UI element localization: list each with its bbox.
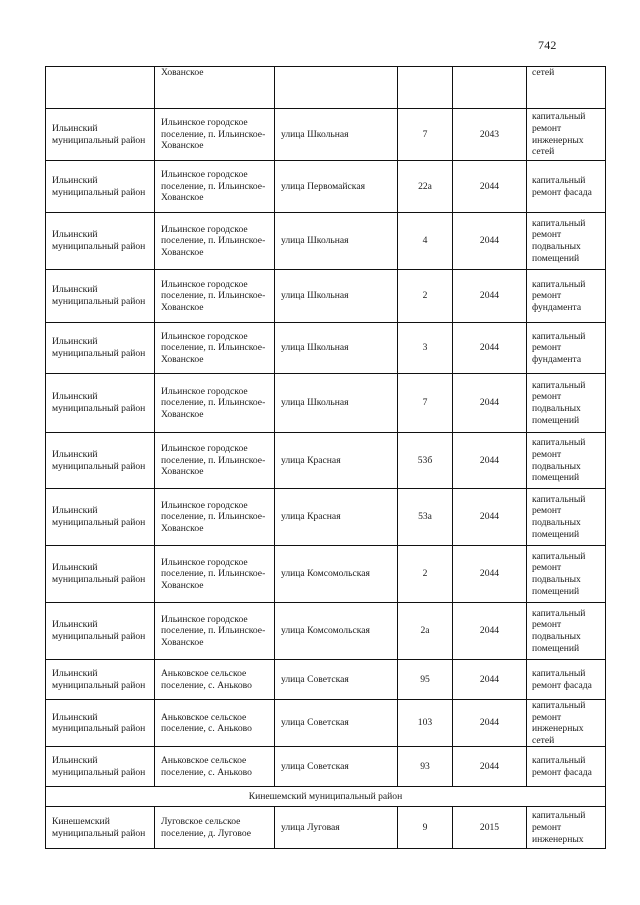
work-cell: капитальный ремонт фасада — [527, 161, 606, 213]
table-row — [46, 807, 606, 849]
settlement-cell: Аньковское сельское поселение, с. Аньково — [155, 700, 275, 747]
table-row — [46, 747, 606, 787]
year-cell: 2044 — [453, 546, 527, 603]
settlement-cell: Ильинское городское поселение, п. Ильинское-Хованское — [155, 323, 275, 374]
street-cell: улица Комсомольская — [275, 546, 398, 603]
house-number-cell: 9 — [398, 807, 453, 849]
table-row — [46, 546, 606, 603]
house-number-cell: 4 — [398, 213, 453, 270]
house-number-cell: 95 — [398, 660, 453, 700]
house-number-cell: 7 — [398, 374, 453, 433]
settlement-cell: Луговское сельское поселение, д. Луговое — [155, 807, 275, 849]
work-cell: капитальный ремонт фундамента — [527, 323, 606, 374]
work-cell: капитальный ремонт подвальных помещений — [527, 374, 606, 433]
district-cell: Ильинский муниципальный район — [46, 700, 155, 747]
work-cell: капитальный ремонт фасада — [527, 747, 606, 787]
settlement-cell: Ильинское городское поселение, п. Ильинское-Хованское — [155, 270, 275, 323]
year-cell: 2044 — [453, 700, 527, 747]
work-cell: сетей — [527, 67, 606, 109]
year-cell: 2044 — [453, 213, 527, 270]
table-row — [46, 213, 606, 270]
street-cell: улица Школьная — [275, 374, 398, 433]
street-cell: улица Красная — [275, 433, 398, 489]
district-cell: Ильинский муниципальный район — [46, 603, 155, 660]
district-cell: Ильинский муниципальный район — [46, 660, 155, 700]
settlement-cell: Ильинское городское поселение, п. Ильинское-Хованское — [155, 161, 275, 213]
house-number-cell: 53б — [398, 433, 453, 489]
work-cell: капитальный ремонт подвальных помещений — [527, 489, 606, 546]
street-cell: улица Школьная — [275, 270, 398, 323]
street-cell: улица Школьная — [275, 323, 398, 374]
year-cell: 2044 — [453, 161, 527, 213]
year-cell: 2044 — [453, 747, 527, 787]
table-row — [46, 489, 606, 546]
year-cell: 2044 — [453, 374, 527, 433]
district-cell: Ильинский муниципальный район — [46, 489, 155, 546]
year-cell: 2044 — [453, 603, 527, 660]
work-cell: капитальный ремонт подвальных помещений — [527, 546, 606, 603]
table-row — [46, 433, 606, 489]
continuation-row — [46, 67, 606, 109]
street-cell: улица Луговая — [275, 807, 398, 849]
table-row — [46, 161, 606, 213]
house-number-cell: 3 — [398, 323, 453, 374]
settlement-cell: Ильинское городское поселение, п. Ильинское-Хованское — [155, 603, 275, 660]
settlement-cell: Ильинское городское поселение, п. Ильинское-Хованское — [155, 374, 275, 433]
settlement-cell: Ильинское городское поселение, п. Ильинское-Хованское — [155, 546, 275, 603]
work-cell: капитальный ремонт подвальных помещений — [527, 603, 606, 660]
street-cell: улица Первомайская — [275, 161, 398, 213]
district-cell: Ильинский муниципальный район — [46, 270, 155, 323]
settlement-cell: Ильинское городское поселение, п. Ильинское-Хованское — [155, 109, 275, 161]
street-cell: улица Комсомольская — [275, 603, 398, 660]
housing-repair-table — [45, 66, 606, 849]
year-cell: 2044 — [453, 323, 527, 374]
house-number-cell — [398, 67, 453, 109]
house-number-cell: 53а — [398, 489, 453, 546]
district-cell: Кинешемский муниципальный район — [46, 807, 155, 849]
street-cell: улица Советская — [275, 660, 398, 700]
district-cell: Ильинский муниципальный район — [46, 161, 155, 213]
table-row — [46, 374, 606, 433]
street-cell: улица Школьная — [275, 109, 398, 161]
settlement-cell: Аньковское сельское поселение, с. Аньково — [155, 747, 275, 787]
year-cell: 2015 — [453, 807, 527, 849]
year-cell: 2044 — [453, 270, 527, 323]
district-cell: Ильинский муниципальный район — [46, 374, 155, 433]
district-cell — [46, 67, 155, 109]
district-cell: Ильинский муниципальный район — [46, 213, 155, 270]
year-cell: 2044 — [453, 489, 527, 546]
street-cell: улица Советская — [275, 747, 398, 787]
settlement-cell: Аньковское сельское поселение, с. Аньково — [155, 660, 275, 700]
street-cell: улица Советская — [275, 700, 398, 747]
house-number-cell: 103 — [398, 700, 453, 747]
street-cell: улица Школьная — [275, 213, 398, 270]
year-cell — [453, 67, 527, 109]
district-cell: Ильинский муниципальный район — [46, 433, 155, 489]
settlement-cell: Хованское — [155, 67, 275, 109]
street-cell: улица Красная — [275, 489, 398, 546]
work-cell: капитальный ремонт инженерных сетей — [527, 109, 606, 161]
house-number-cell: 2 — [398, 546, 453, 603]
house-number-cell: 7 — [398, 109, 453, 161]
work-cell: капитальный ремонт инженерных — [527, 807, 606, 849]
work-cell: капитальный ремонт инженерных сетей — [527, 700, 606, 747]
house-number-cell: 2 — [398, 270, 453, 323]
table-row — [46, 323, 606, 374]
settlement-cell: Ильинское городское поселение, п. Ильинское-Хованское — [155, 489, 275, 546]
street-cell — [275, 67, 398, 109]
district-cell: Ильинский муниципальный район — [46, 323, 155, 374]
district-cell: Ильинский муниципальный район — [46, 747, 155, 787]
page-number: 742 — [538, 38, 557, 52]
table-row — [46, 603, 606, 660]
section-header-row — [46, 787, 606, 807]
settlement-cell: Ильинское городское поселение, п. Ильинское-Хованское — [155, 433, 275, 489]
house-number-cell: 93 — [398, 747, 453, 787]
work-cell: капитальный ремонт подвальных помещений — [527, 213, 606, 270]
table-row — [46, 660, 606, 700]
table-row — [46, 270, 606, 323]
section-title: Кинешемский муниципальный район — [46, 787, 606, 807]
work-cell: капитальный ремонт подвальных помещений — [527, 433, 606, 489]
settlement-cell: Ильинское городское поселение, п. Ильинское-Хованское — [155, 213, 275, 270]
table-row — [46, 109, 606, 161]
year-cell: 2044 — [453, 660, 527, 700]
district-cell: Ильинский муниципальный район — [46, 109, 155, 161]
work-cell: капитальный ремонт фундамента — [527, 270, 606, 323]
house-number-cell: 22а — [398, 161, 453, 213]
district-cell: Ильинский муниципальный район — [46, 546, 155, 603]
table-row — [46, 700, 606, 747]
house-number-cell: 2а — [398, 603, 453, 660]
work-cell: капитальный ремонт фасада — [527, 660, 606, 700]
year-cell: 2044 — [453, 433, 527, 489]
year-cell: 2043 — [453, 109, 527, 161]
